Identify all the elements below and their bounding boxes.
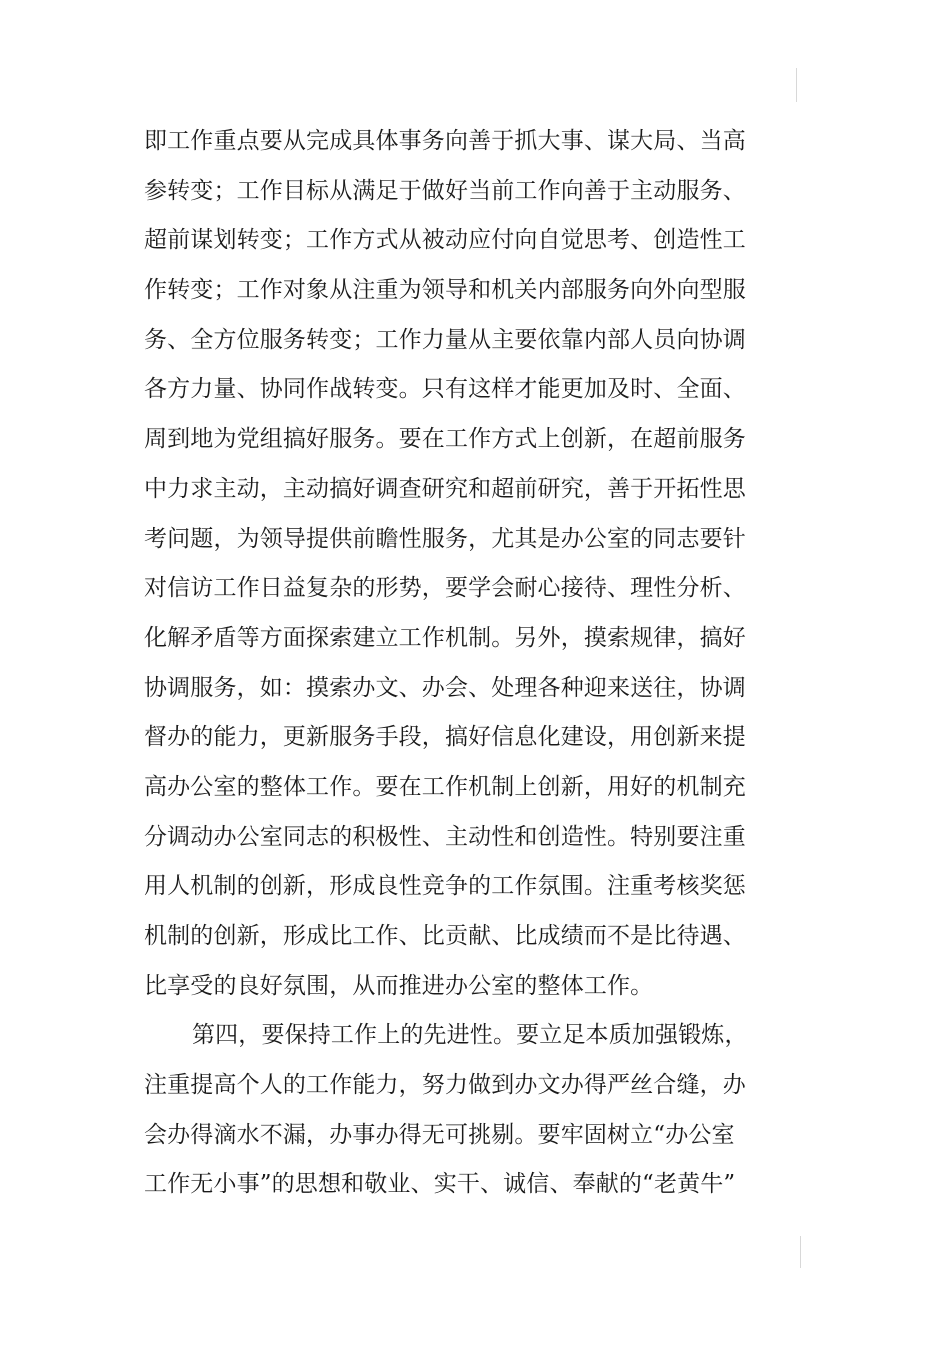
text-line: 会办得滴水不漏，办事办得无可挑剔。要牢固树立“办公室: [144, 1121, 735, 1148]
page-edge-mark-bottom: [800, 1236, 801, 1268]
text-line: 务、全方位服务转变；工作力量从主要依靠内部人员向协调: [144, 326, 746, 353]
paragraph-first-line: 第四，要保持工作上的先进性。要立足本质加强锻炼，: [192, 1022, 748, 1049]
text-line: 协调服务，如：摸索办文、办会、处理各种迎来送往，协调: [144, 674, 746, 701]
body-text: [144, 117, 748, 1210]
text-line: 分调动办公室同志的积极性、主动性和创造性。特别要注重: [144, 823, 746, 850]
text-line: 对信访工作日益复杂的形势，要学会耐心接待、理性分析、: [144, 575, 746, 602]
text-line: 注重提高个人的工作能力，努力做到办文办得严丝合缝，办: [144, 1072, 746, 1099]
text-line: 作转变；工作对象从注重为领导和机关内部服务向外向型服: [144, 277, 746, 304]
text-line: 用人机制的创新，形成良性竞争的工作氛围。注重考核奖惩: [144, 873, 746, 900]
text-line: 即工作重点要从完成具体事务向善于抓大事、谋大局、当高: [144, 128, 746, 154]
text-line: 周到地为党组搞好服务。要在工作方式上创新，在超前服务: [144, 426, 746, 453]
text-line: 超前谋划转变；工作方式从被动应付向自觉思考、创造性工: [144, 227, 746, 254]
text-line: 化解矛盾等方面探索建立工作机制。另外，摸索规律，搞好: [144, 624, 746, 651]
text-line: 参转变；工作目标从满足于做好当前工作向善于主动服务、: [144, 177, 746, 204]
text-line: 工作无小事”的思想和敬业、实干、诚信、奉献的“老黄牛”: [144, 1171, 736, 1198]
text-line: 督办的能力，更新服务手段，搞好信息化建设，用创新来提: [144, 724, 746, 751]
page-edge-mark-top: [796, 68, 797, 102]
text-line: 高办公室的整体工作。要在工作机制上创新，用好的机制充: [144, 773, 746, 800]
text-line: 各方力量、协同作战转变。只有这样才能更加及时、全面、: [144, 376, 746, 403]
text-line: 机制的创新，形成比工作、比贡献、比成绩而不是比待遇、: [144, 923, 746, 949]
text-line: 中力求主动，主动搞好调查研究和超前研究，善于开拓性思: [144, 475, 746, 502]
text-line: 考问题，为领导提供前瞻性服务，尤其是办公室的同志要针: [144, 525, 746, 552]
text-line: 比享受的良好氛围，从而推进办公室的整体工作。: [144, 972, 654, 999]
